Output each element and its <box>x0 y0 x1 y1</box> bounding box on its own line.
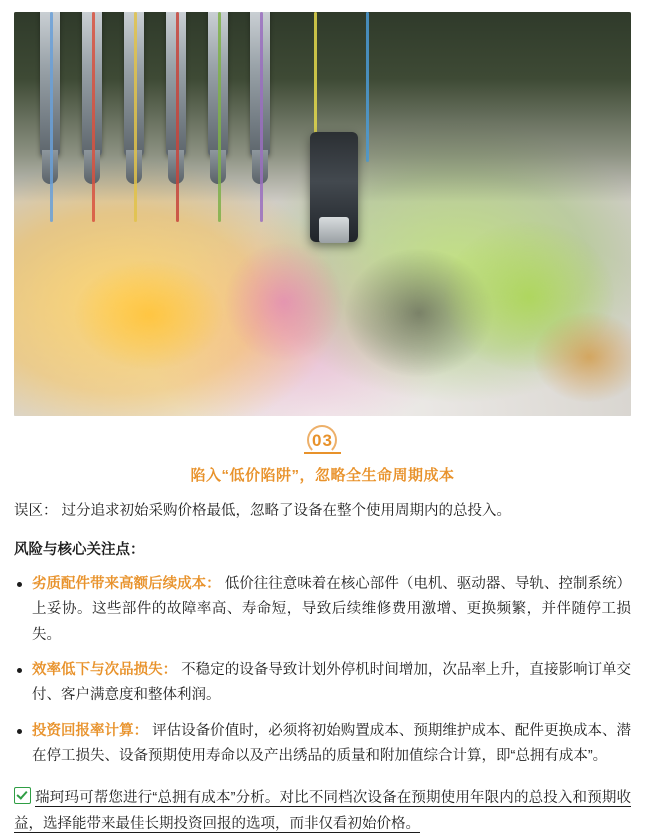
check-icon <box>14 787 31 804</box>
callout-text: 瑞珂玛可帮您进行“总拥有成本”分析。对比不同档次设备在预期使用年限内的总投入和预期收益，选择能带来最佳长期投资回报的选项，而非仅看初始价格。 <box>14 790 631 833</box>
risk-item-text: 不稳定的设备导致计划外停机时间增加，次品率上升，直接影响订单交付、客户满意度和整体利润。 <box>32 661 632 704</box>
thread-line <box>366 12 369 162</box>
risk-heading: 风险与核心关注点： <box>14 542 145 559</box>
misconception-paragraph <box>14 499 631 524</box>
article-body <box>14 499 631 838</box>
risk-item-label: 投资回报率计算： <box>32 722 149 739</box>
risk-item-label: 劣质配件带来高额后续成本： <box>32 575 221 592</box>
callout-paragraph <box>14 785 631 837</box>
presser-foot <box>319 217 349 243</box>
section-title: 陷入“低价陷阱”，忽略全生命周期成本 <box>190 467 455 484</box>
section-number-wrap <box>14 430 631 454</box>
misconception-text: 过分追求初始采购价格最低，忽略了设备在整个使用周期内的总投入。 <box>57 503 512 519</box>
hero-image <box>14 12 631 416</box>
thread-line <box>134 12 137 222</box>
risk-item-label: 效率低下与次品损失： <box>32 661 178 678</box>
risk-item-text: 评估设备价值时，必须将初始购置成本、预期维护成本、配件更换成本、潜在停工损失、设备预期使用寿命以及产出绣品的质量和附加值综合计算，即“总拥有成本”。 <box>32 722 631 764</box>
thread-line <box>260 12 263 222</box>
list-item <box>14 658 631 709</box>
misconception-label: 误区： <box>14 503 58 519</box>
thread-line <box>50 12 53 222</box>
thread-line <box>92 12 95 222</box>
risk-item-text: 低价往往意味着在核心部件（电机、驱动器、导轨、控制系统）上妥协。这些部件的故障率高、寿命短，导致后续维修费用激增、更换频繁，并伴随停工损失。 <box>32 575 632 643</box>
list-item <box>14 719 631 770</box>
thread-line <box>176 12 179 222</box>
section-number: 03 <box>304 430 341 454</box>
embroidery-stitch <box>224 242 344 362</box>
list-item <box>14 572 631 648</box>
thread-line <box>218 12 221 222</box>
embroidery-stitch <box>74 260 224 370</box>
risk-list <box>14 572 631 770</box>
